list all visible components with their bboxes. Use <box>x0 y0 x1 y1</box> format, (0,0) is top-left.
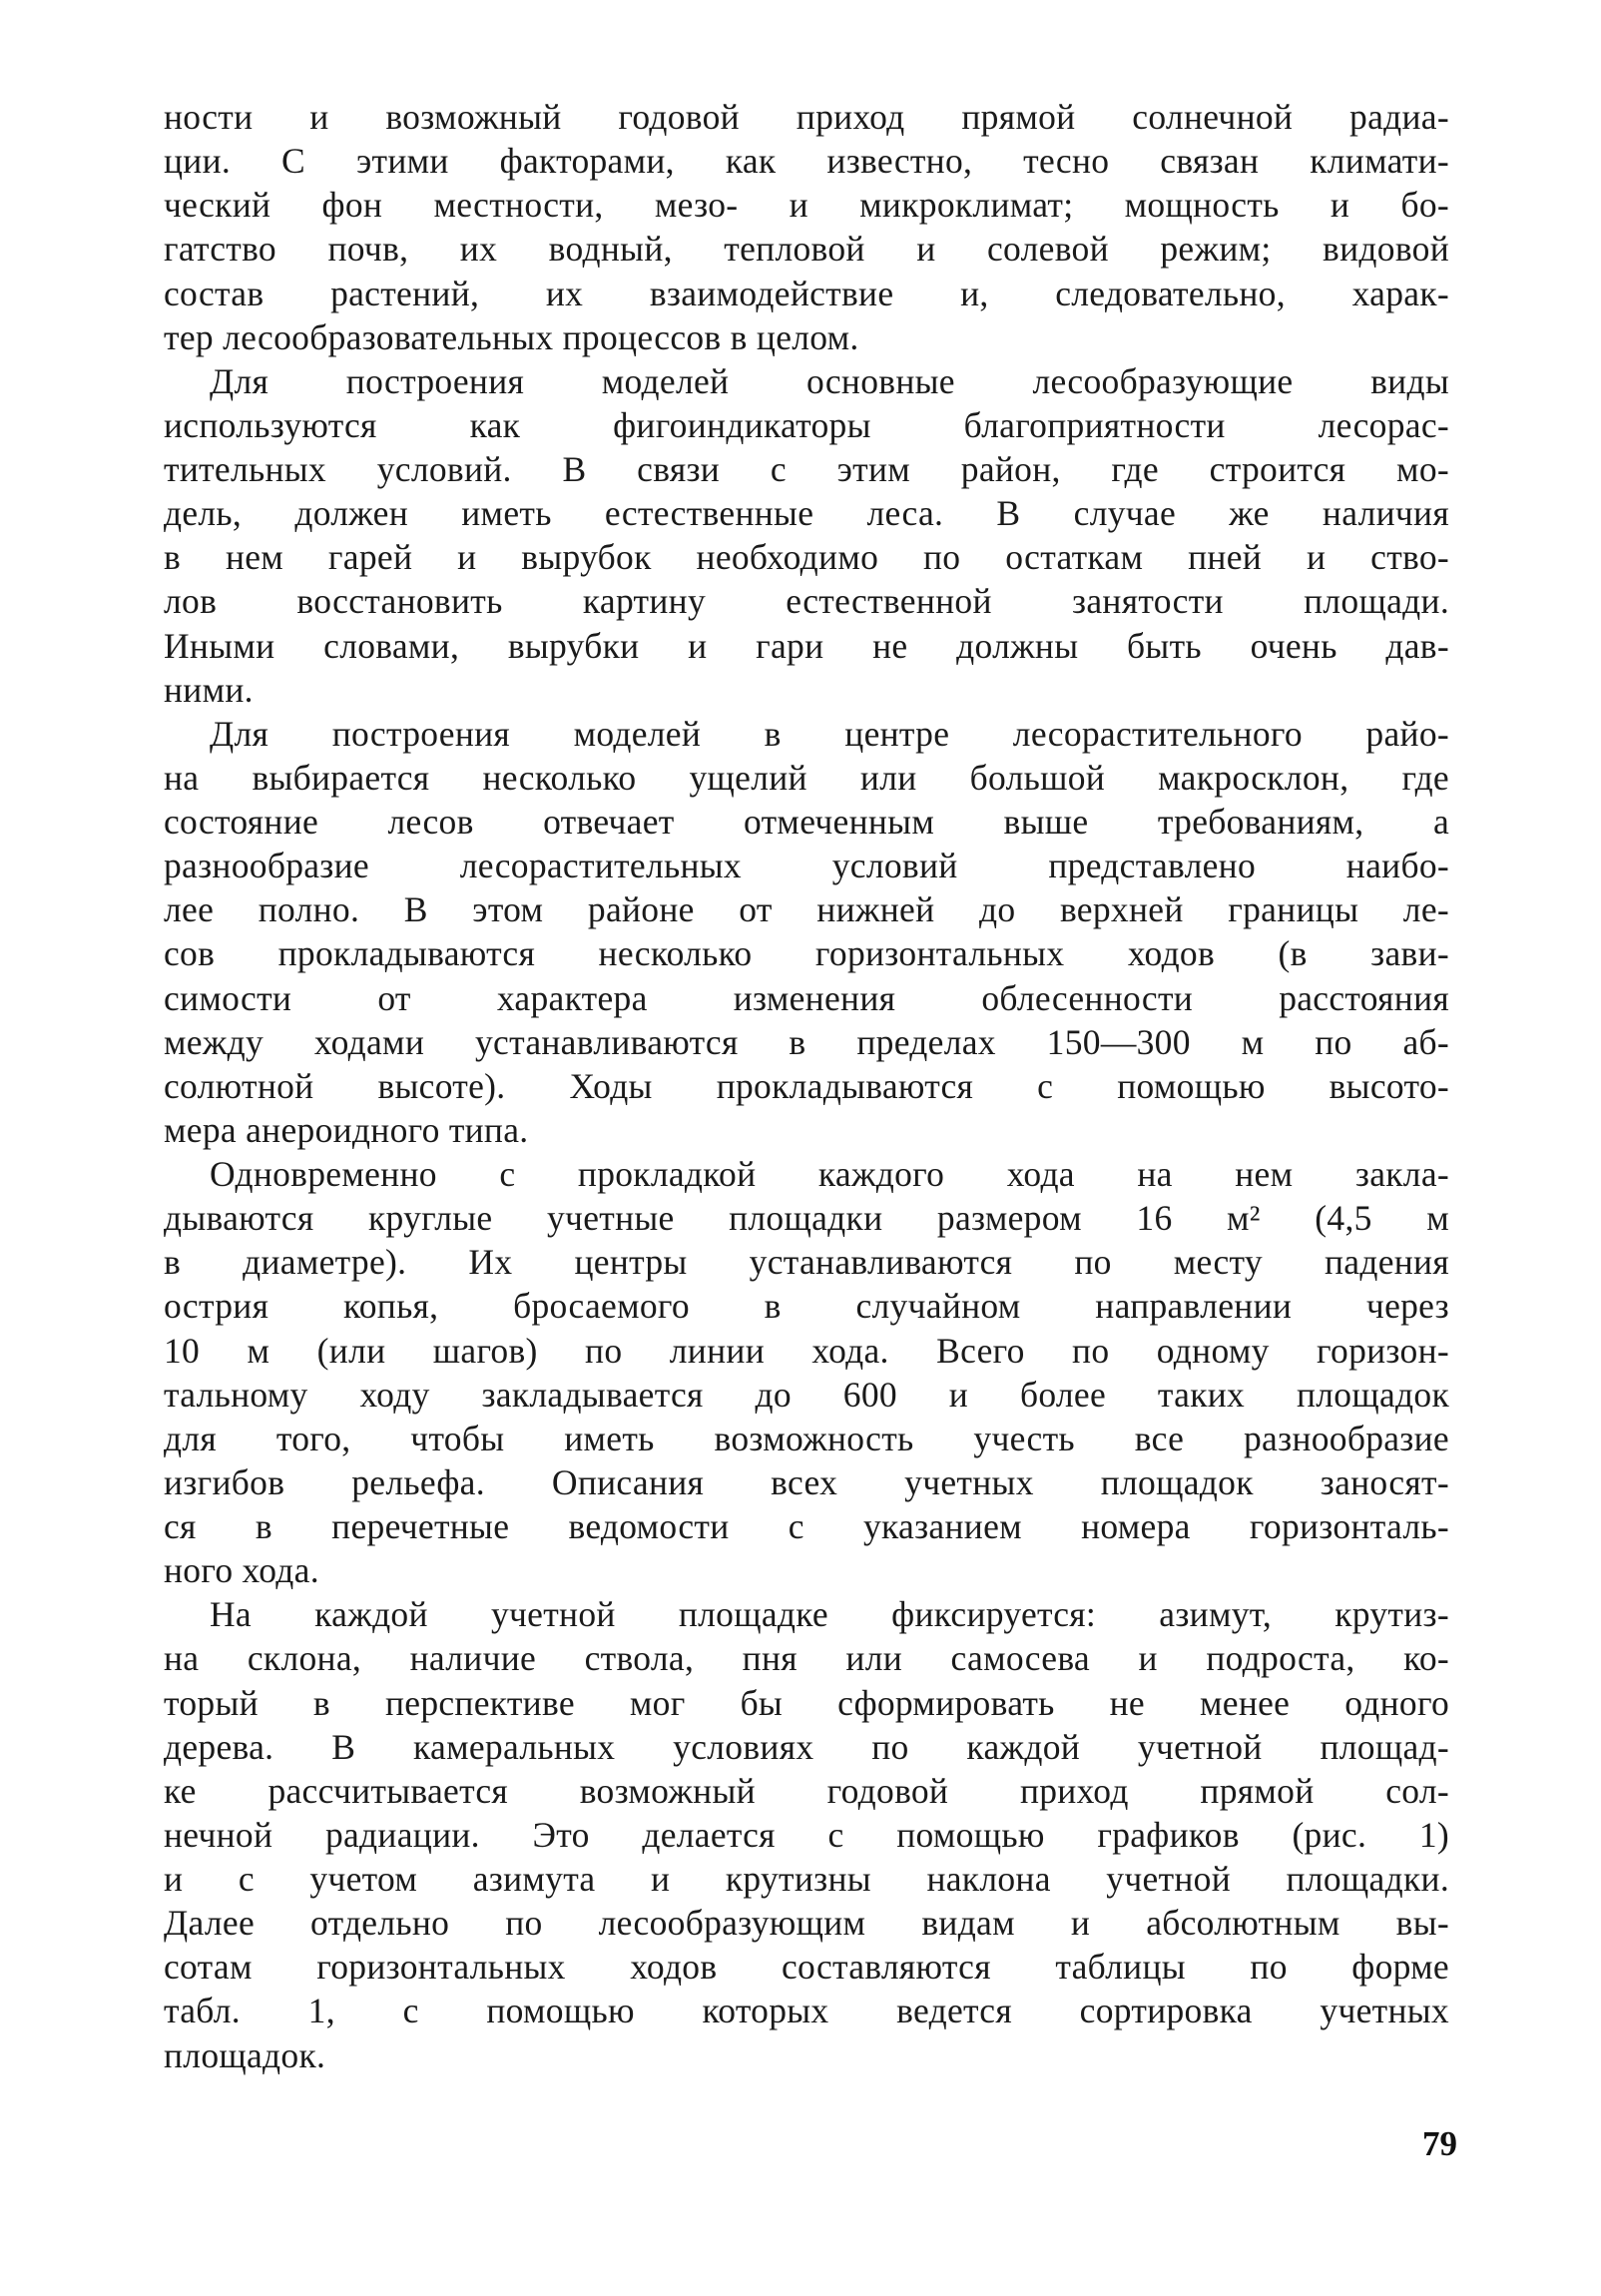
text-line: табл. 1, с помощью которых ведется сортировка учетных <box>164 1991 1449 2031</box>
body-text <box>164 95 1449 2077</box>
text-line: на склона, наличие ствола, пня или самосева и подроста, ко- <box>164 1638 1449 1679</box>
text-line: Для построения моделей в центре лесорастительного райо- <box>210 713 1449 754</box>
text-line: ческий фон местности, мезо- и микроклимат; мощность и бо- <box>164 185 1449 226</box>
text-line: острия копья, бросаемого в случайном направлении через <box>164 1286 1449 1327</box>
text-line: дерева. В камеральных условиях по каждой учетной площад- <box>164 1726 1449 1767</box>
paragraph <box>164 1152 1449 1592</box>
text-line: Одновременно с прокладкой каждого хода на нем закла- <box>210 1154 1449 1194</box>
text-line: 10 м (или шагов) по линии хода. Всего по одному горизон- <box>164 1330 1449 1371</box>
text-line: гатство почв, их водный, тепловой и солевой режим; видовой <box>164 229 1449 270</box>
text-line: сотам горизонтальных ходов составляются таблицы по форме <box>164 1947 1449 1988</box>
text-line: в нем гарей и вырубок необходимо по остаткам пней и ство- <box>164 537 1449 578</box>
text-line: изгибов рельефа. Описания всех учетных площадок заносят- <box>164 1461 1449 1502</box>
text-line: для того, чтобы иметь возможность учесть все разнообразие <box>164 1418 1449 1458</box>
text-line: солютной высоте). Ходы прокладываются с помощью высото- <box>164 1065 1449 1106</box>
text-line: дель, должен иметь естественные леса. В случае же наличия <box>164 493 1449 534</box>
text-line: На каждой учетной площадке фиксируется: азимут, крутиз- <box>210 1594 1449 1635</box>
text-line: симости от характера изменения облесенности расстояния <box>164 977 1449 1018</box>
text-line: состояние лесов отвечает отмеченным выше требованиям, а <box>164 802 1449 842</box>
paragraph <box>164 1592 1449 2076</box>
text-line: лов восстановить картину естественной занятости площади. <box>164 581 1449 622</box>
paragraph <box>164 712 1449 1152</box>
text-line: тер лесообразовательных процессов в целом. <box>164 316 859 357</box>
text-line: сов прокладываются несколько горизонтальных ходов (в зави- <box>164 933 1449 974</box>
text-line: тительных условий. В связи с этим район, где строится мо- <box>164 449 1449 489</box>
text-line: нечной радиации. Это делается с помощью графиков (рис. 1) <box>164 1814 1449 1855</box>
text-line: в диаметре). Их центры устанавливаются по месту падения <box>164 1242 1449 1283</box>
paragraph <box>164 359 1449 712</box>
text-line: ними. <box>164 669 254 710</box>
text-line: дываются круглые учетные площадки размером 16 м² (4,5 м <box>164 1198 1449 1239</box>
text-line: на выбирается несколько ущелий или большой макросклон, где <box>164 757 1449 798</box>
text-line: мера анероидного типа. <box>164 1109 529 1150</box>
text-line: тальному ходу закладывается до 600 и более таких площадок <box>164 1374 1449 1415</box>
text-line: разнообразие лесорастительных условий представлено наибо- <box>164 846 1449 886</box>
text-line: используются как фигоиндикаторы благоприятности лесорас- <box>164 404 1449 445</box>
text-line: ного хода. <box>164 1550 319 1591</box>
text-line: ся в перечетные ведомости с указанием номера горизонталь- <box>164 1506 1449 1546</box>
paragraph <box>164 95 1449 359</box>
text-line: ности и возможный годовой приход прямой солнечной радиа- <box>164 97 1449 137</box>
text-line: Для построения моделей основные лесообразующие виды <box>210 360 1449 401</box>
text-line: лее полно. В этом районе от нижней до верхней границы ле- <box>164 889 1449 930</box>
text-line: между ходами устанавливаются в пределах 150—300 м по аб- <box>164 1021 1449 1062</box>
text-line: ции. С этими факторами, как известно, тесно связан климати- <box>164 141 1449 182</box>
text-line: площадок. <box>164 2034 326 2075</box>
text-line: Иными словами, вырубки и гари не должны быть очень дав- <box>164 625 1449 666</box>
text-line: ке рассчитывается возможный годовой приход прямой сол- <box>164 1770 1449 1811</box>
text-line: торый в перспективе мог бы сформировать не менее одного <box>164 1682 1449 1723</box>
text-line: и с учетом азимута и крутизны наклона учетной площадки. <box>164 1859 1449 1899</box>
page-number: 79 <box>1422 2124 1457 2163</box>
text-line: состав растений, их взаимодействие и, следовательно, харак- <box>164 273 1449 313</box>
text-line: Далее отдельно по лесообразующим видам и абсолютным вы- <box>164 1903 1449 1944</box>
